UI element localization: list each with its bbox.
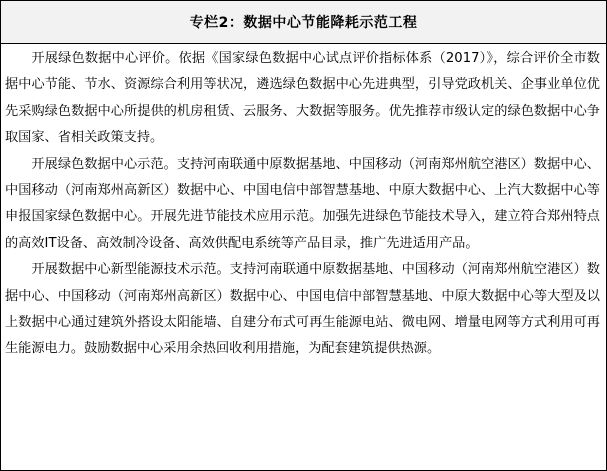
paragraph-evaluation: 开展绿色数据中心评价。依据《国家绿色数据中心试点评价指标体系（2017）》，综合评价全市数据中心节能、节水、资源综合利用等状况，遴选绿色数据中心先进典型，引导党政机关、企事业单位优先采购绿色数据中心所提供的机房租赁、云服务、大数据等服务。优先推荐市级认定的绿色数据中心争取国家、省相关政策支持。 (5, 51, 600, 146)
paragraph-new-energy: 开展数据中心新型能源技术示范。支持河南联通中原数据基地、中国移动（河南郑州航空港区）数据中心、中国移动（河南郑州高新区）数据中心、中国电信中部智慧基地、中原大数据中心等大型及以上数据中心通过建筑外搭设太阳能墙、自建分布式可再生能源电站、微电网、增量电网等方式利用可再生能源电力。鼓励数据中心采用余热回收利用措施，为配套建筑提供热源。 (5, 262, 600, 357)
box-title: 专栏2：数据中心节能降耗示范工程 (189, 15, 418, 31)
box-header (1, 1, 606, 44)
box-content (1, 44, 606, 363)
paragraph-demonstration: 开展绿色数据中心示范。支持河南联通中原数据基地、中国移动（河南郑州航空港区）数据中心、中国移动（河南郑州高新区）数据中心、中国电信中部智慧基地、中原大数据中心、上汽大数据中心等申报国家绿色数据中心。开展先进节能技术应用示范。加强先进绿色节能技术导入，建立符合郑州特点的高效IT设备、高效制冷设备、高效供配电系统等产品目录，推广先进适用产品。 (5, 156, 600, 251)
